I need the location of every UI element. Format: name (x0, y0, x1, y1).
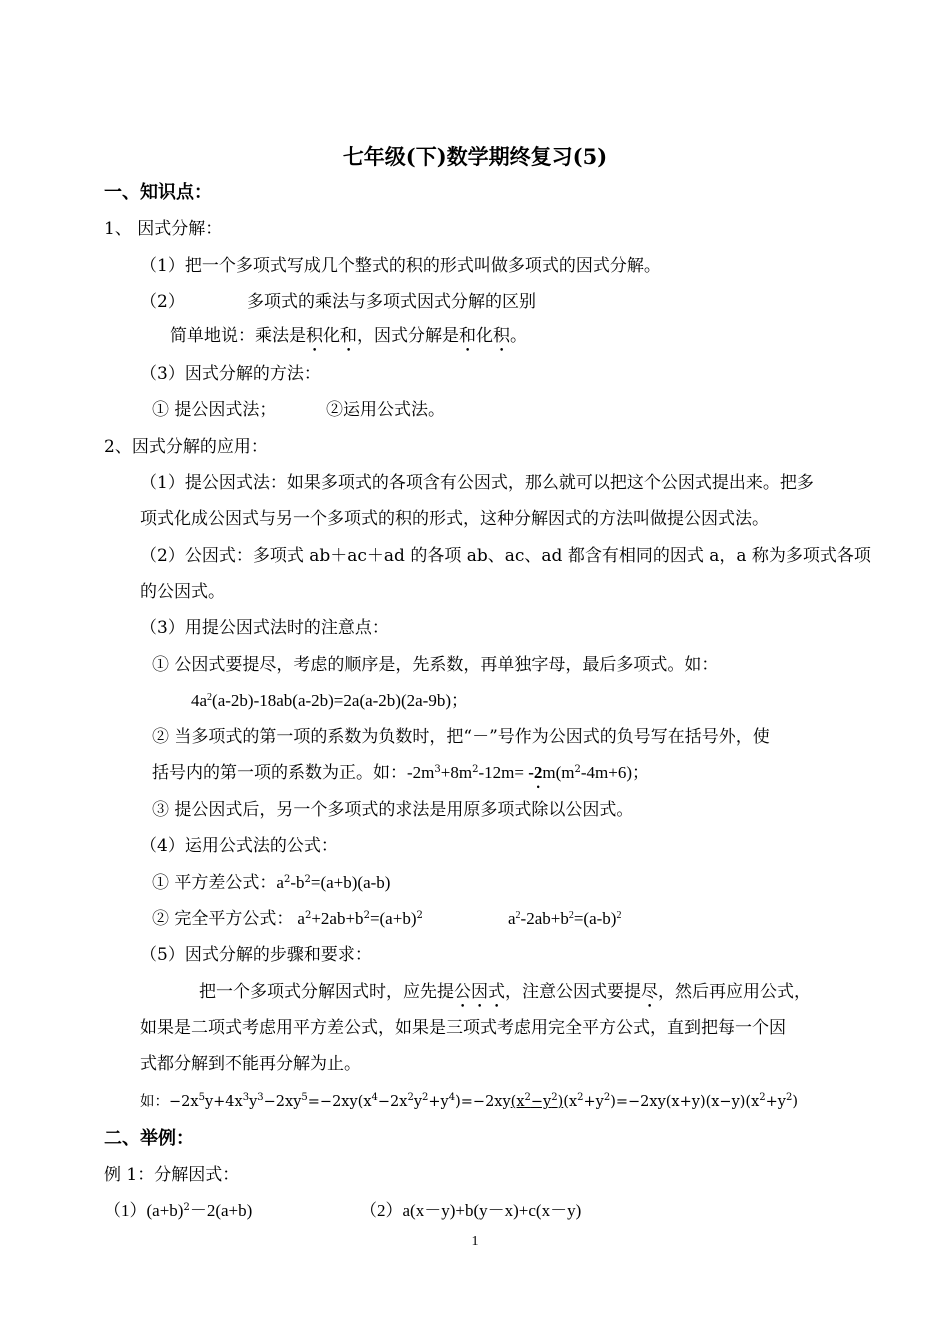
math: -2ab+b (520, 909, 569, 928)
exponent: 2 (472, 764, 479, 775)
exponent: 2 (568, 910, 574, 921)
text: ，因式分解是 (357, 326, 459, 346)
exponent: 5 (198, 1092, 205, 1103)
math: +y (765, 1094, 786, 1110)
math: =(a+b) (369, 909, 417, 928)
para-q3: （3）用提公因式法时的注意点： (140, 618, 389, 638)
emphasis: 尽 (641, 982, 658, 1002)
math: －2(a+b) (189, 1201, 253, 1220)
emphasis: -2 (528, 763, 543, 782)
math: (x (563, 1094, 578, 1110)
math: y (413, 1094, 423, 1110)
para-2-text: 多项式的乘法与多项式因式分解的区别 (247, 292, 536, 312)
para-2-label: （2） (140, 292, 185, 312)
underlined-factor (511, 1094, 564, 1110)
para-q1-line2: 项式化成公因式与另一个多项式的积的形式，这种分解因式的方法叫做提公因式法。 (140, 509, 769, 529)
exponent: 2 (574, 764, 581, 775)
item-2-applications: 2、因式分解的应用： (104, 437, 268, 457)
exponent: 2 (524, 1092, 531, 1103)
para-2-simple (170, 325, 527, 356)
math: -2m (407, 763, 435, 782)
example-1-part-1 (104, 1200, 252, 1222)
para-q5-line1 (199, 981, 811, 1012)
exponent: 2 (183, 1202, 190, 1213)
math: )=−2xy(x+y)(x−y)(x (610, 1094, 760, 1110)
math: −2x (377, 1094, 408, 1110)
math: +8m (440, 763, 473, 782)
math: −2xy (263, 1094, 302, 1110)
section-heading-examples: 二、举例： (104, 1128, 194, 1149)
math: a (508, 909, 516, 928)
exponent: 2 (422, 1092, 429, 1103)
math: +y (428, 1094, 449, 1110)
exponent: 2 (363, 910, 370, 921)
para-3-methods: （3）因式分解的方法： (140, 364, 321, 384)
note-1-example (191, 690, 468, 712)
math: )=−2xy (455, 1094, 511, 1110)
note-2-line2 (152, 762, 649, 792)
para-q5-line3: 式都分解到不能再分解为止。 (140, 1054, 361, 1074)
section-heading-knowledge: 一、知识点： (104, 182, 212, 203)
exponent: 2 (759, 1092, 766, 1103)
example-1-label: 例 1：分解因式： (104, 1165, 240, 1185)
exponent: 4 (371, 1092, 378, 1103)
text: 把一个多项式分解因式时，应先提 (199, 982, 454, 1002)
math: y+4x (204, 1094, 243, 1110)
exponent: 5 (301, 1092, 308, 1103)
method-2: ②运用公式法。 (326, 400, 445, 420)
exponent: 2 (577, 1092, 584, 1103)
para-q2-line2: 的公因式。 (140, 582, 225, 602)
exponent: 3 (434, 764, 441, 775)
math: =−2xy(x (307, 1094, 372, 1110)
text: ② 完全平方公式： (152, 909, 294, 929)
note-2-line1: ② 当多项式的第一项的系数为负数时，把“－”号作为公因式的负号写在括号外，使 (152, 727, 770, 747)
exponent: 2 (407, 1092, 414, 1103)
math: m(m (542, 763, 575, 782)
example-1-part-2: （2）a(x－y)+b(y－x)+c(x－y) (360, 1201, 582, 1220)
exponent: 2 (304, 910, 312, 921)
math: ) (792, 1094, 799, 1110)
exponent: 3 (257, 1092, 264, 1103)
math: a (297, 909, 305, 928)
text: 化 (323, 326, 340, 346)
note-1: ① 公因式要提尽，考虑的顺序是，先系数，再单独字母，最后多项式。如： (152, 655, 719, 675)
math: a (276, 873, 284, 892)
text: 化 (476, 326, 493, 346)
math: 如：−2x (140, 1094, 199, 1110)
page-number: 1 (471, 1234, 479, 1249)
math: -12m= (478, 763, 529, 782)
method-1: ① 提公因式法； (152, 400, 277, 420)
text: ① 平方差公式： (152, 873, 277, 893)
math: =(a-b) (573, 909, 617, 928)
math: y (249, 1094, 258, 1110)
formula-perfect-square-minus (508, 908, 621, 930)
math: （1）(a+b) (104, 1201, 184, 1220)
emphasis: 积 (493, 326, 510, 346)
factorization-example (140, 1091, 798, 1113)
math: 4a (191, 691, 208, 710)
math: ) (557, 1094, 564, 1110)
math: -4m+6)； (580, 763, 649, 782)
math: (x (510, 1094, 525, 1110)
exponent: 2 (786, 1092, 793, 1103)
text: 简单地说：乘法是 (170, 326, 306, 346)
math: +2ab+b (311, 909, 364, 928)
exponent: 3 (242, 1092, 250, 1103)
math: (a-2b)-18ab(a-2b)=2a(a-2b)(2a-9b)； (212, 691, 469, 710)
emphasis: 积 (306, 326, 323, 346)
page-title: 七年级(下)数学期终复习(5) (342, 144, 608, 169)
exponent: 2 (283, 874, 291, 885)
exponent: 2 (416, 910, 423, 921)
text: ，注意公因式要提 (505, 982, 641, 1002)
para-q1-line1: （1）提公因式法：如果多项式的各项含有公因式，那么就可以把这个公因式提出来。把多 (140, 473, 814, 493)
para-definition: （1）把一个多项式写成几个整式的积的形式叫做多项式的因式分解。 (140, 256, 661, 276)
math: +y (583, 1094, 604, 1110)
exponent: 2 (207, 692, 213, 703)
math: -b (290, 873, 305, 892)
exponent: 4 (448, 1092, 456, 1103)
exponent: 2 (515, 910, 521, 921)
exponent: 2 (603, 1092, 611, 1103)
text: 括号内的第一项的系数为正。如： (152, 763, 407, 783)
exponent: 2 (304, 874, 311, 885)
item-1-factorization: 1、 因式分解： (104, 219, 223, 239)
math: −y (530, 1094, 552, 1110)
formula-difference-of-squares (152, 872, 390, 894)
para-q4: （4）运用公式法的公式： (140, 836, 338, 856)
math: =(a+b)(a-b) (310, 873, 391, 892)
exponent: 2 (616, 910, 622, 921)
exponent: 2 (551, 1092, 558, 1103)
formula-perfect-square (152, 908, 423, 930)
note-3: ③ 提公因式后，另一个多项式的求法是用原多项式除以公因式。 (152, 800, 634, 820)
para-q2-line1: （2）公因式：多项式 ab＋ac＋ad 的各项 ab、ac、ad 都含有相同的因式 a，a 称为多项式各项 (140, 546, 871, 566)
text: 。 (510, 326, 527, 346)
para-q5-line2: 如果是二项式考虑用平方差公式，如果是三项式考虑用完全平方公式，直到把每一个因 (140, 1018, 786, 1038)
para-q5: （5）因式分解的步骤和要求： (140, 945, 372, 965)
emphasis: 公因式 (454, 982, 505, 1002)
text: ，然后再应用公式， (658, 982, 811, 1002)
emphasis: 和 (459, 326, 476, 346)
emphasis: 和 (340, 326, 357, 346)
